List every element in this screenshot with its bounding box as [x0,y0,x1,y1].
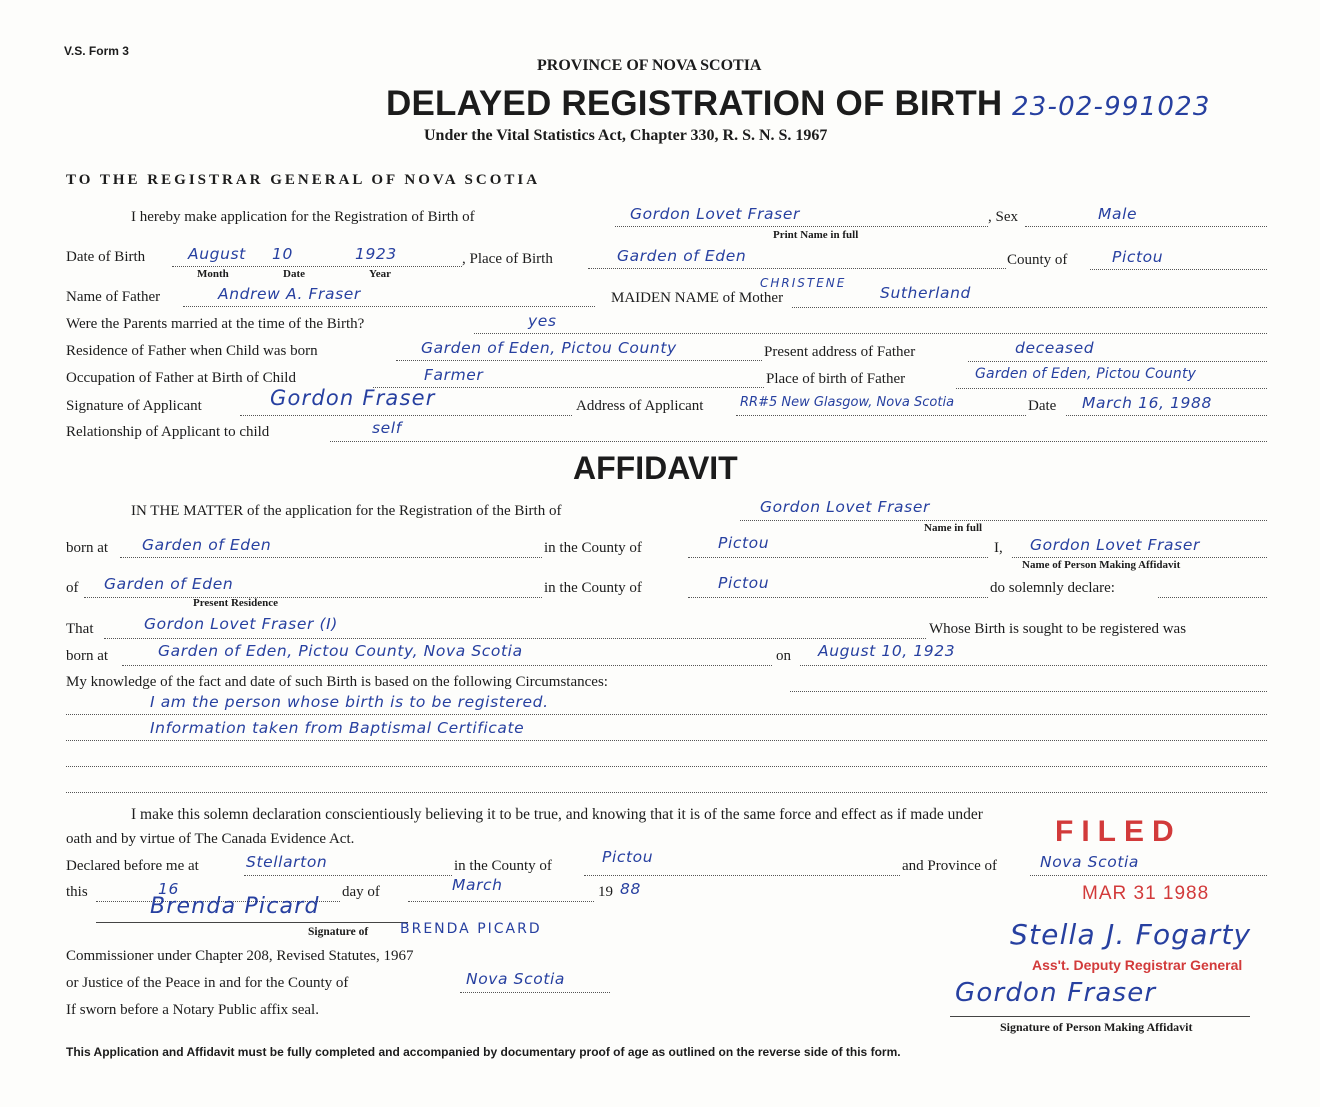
father-label: Name of Father [66,289,161,305]
dob-hint-month: Month [197,268,229,280]
registrar-title-stamp: Ass't. Deputy Registrar General [1032,957,1243,973]
notary-label: If sworn before a Notary Public affix seal. [66,1002,319,1018]
address-value: RR#5 New Glasgow, Nova Scotia [740,395,955,410]
present-address-label: Present address of Father [764,344,916,360]
province-line [1030,875,1267,876]
day-value: 16 [158,880,179,898]
date-line [1066,415,1267,416]
occupation-label: Occupation of Father at Birth of Child [66,370,296,386]
declarant-signature-line [950,1016,1250,1017]
declarant-line [1012,557,1267,558]
declared-label: Declared before me at [66,858,199,874]
filed-date-stamp: MAR 31 1988 [1082,883,1210,904]
registrar-signature: Stella J. Fogarty [1010,918,1252,951]
father-birthplace-value: Garden of Eden, Pictou County [975,366,1197,382]
knowledge-label: My knowledge of the fact and date of such Birth is based on the following Circumstances: [66,674,608,690]
dob-month: August [188,245,246,263]
place-line [588,268,1006,269]
declarant-name-value: Gordon Lovet Fraser [1030,536,1200,554]
footer-note: This Application and Affidavit must be fully completed and accompanied by documentary proof of age as outlined on the reverse side of this form. [66,1045,901,1059]
signature-applicant-label: Signature of Applicant [66,398,202,414]
father-value: Andrew A. Fraser [218,285,361,303]
father-birthplace-label: Place of birth of Father [766,371,906,387]
justice-label: or Justice of the Peace in and for the County of [66,975,349,991]
commissioner-printed-name: BRENDA PICARD [400,921,542,937]
commissioner-line: Commissioner under Chapter 208, Revised Statutes, 1967 [66,948,414,964]
county-line [1090,269,1267,270]
address-line [736,415,1026,416]
county-value: Pictou [1112,248,1164,266]
residence-line [396,360,762,361]
year-value: 88 [620,880,641,898]
father-line [183,306,595,307]
present-residence-hint: Present Residence [193,597,279,609]
matter-name-value: Gordon Lovet Fraser [760,498,930,516]
dob-line [172,266,462,267]
that-value: Gordon Lovet Fraser (I) [144,615,338,633]
applicant-signature: Gordon Fraser [270,386,436,410]
of-line [84,597,542,598]
circumstance-line-4 [66,792,1267,793]
name-in-full-hint: Name in full [924,522,983,534]
declared-value: Stellarton [246,853,328,871]
mother-last-name: Sutherland [880,284,971,302]
married-line [474,333,1267,334]
born-at-label: born at [66,540,109,556]
date-label: Date [1028,398,1057,414]
declarant-hint: Name of Person Making Affidavit [1022,559,1181,571]
married-value: yes [528,312,557,330]
affidavit-county-value: Pictou [718,534,770,552]
dob-year: 1923 [355,245,397,263]
month-value: March [452,876,503,894]
on-label: on [776,648,791,664]
filed-stamp: FILED [1055,815,1182,848]
month-line [408,901,594,902]
commissioner-signature-line [96,922,408,923]
born-at2-line [122,665,772,666]
occupation-value: Farmer [424,366,484,384]
circumstance-line-1 [66,714,1267,715]
residence-value: Garden of Eden, Pictou County [421,339,677,357]
registration-number: 23-02-991023 [1012,92,1211,122]
commissioner-signature: Brenda Picard [150,894,320,919]
print-name-hint: Print Name in full [773,229,859,241]
matter-line [740,520,1267,521]
signature-line [240,415,572,416]
declare-label: do solemnly declare: [990,580,1115,596]
name-line [615,226,988,227]
sex-label: , Sex [988,209,1018,225]
that-label: That [66,621,94,637]
declarant-signature-label: Signature of Person Making Affidavit [1000,1020,1193,1034]
affidavit-county-label: in the County of [544,540,642,556]
affidavit-county2-value: Pictou [718,574,770,592]
knowledge-line [790,691,1267,692]
declare-line [1158,597,1267,598]
present-address-line [968,361,1267,362]
dob-label: Date of Birth [66,249,146,265]
relationship-value: self [372,419,402,437]
county-label: County of [1007,252,1068,268]
matter-label: IN THE MATTER of the application for the Registration of the Birth of [131,503,562,519]
relationship-label: Relationship of Applicant to child [66,424,270,440]
place-of-birth-label: , Place of Birth [462,251,553,267]
declared-county-label: in the County of [454,858,552,874]
page-title: DELAYED REGISTRATION OF BIRTH [386,84,1003,123]
justice-value: Nova Scotia [466,970,566,988]
day-of-label: day of [342,884,380,900]
on-value: August 10, 1923 [818,642,956,660]
justice-line [460,992,610,993]
province-value: Nova Scotia [1040,853,1140,871]
mother-line [792,307,1267,308]
affidavit-county2-label: in the County of [544,580,642,596]
circumstance-1: I am the person whose birth is to be registered. [150,693,549,711]
place-of-birth-value: Garden of Eden [617,247,747,265]
residence-label: Residence of Father when Child was born [66,343,318,359]
date-value: March 16, 1988 [1082,394,1212,412]
dob-hint-date: Date [283,268,305,280]
maiden-name-label: MAIDEN NAME of Mother [611,290,784,306]
to-line: TO THE REGISTRAR GENERAL OF NOVA SCOTIA [66,172,541,188]
mother-first-name: CHRISTENE [760,276,847,290]
father-birthplace-line [956,388,1267,389]
declaration-text-2: oath and by virtue of The Canada Evidence Act. [66,831,355,847]
married-label: Were the Parents married at the time of the Birth? [66,316,365,332]
address-label: Address of Applicant [576,398,704,414]
relationship-line [330,441,1267,442]
sex-line [1025,226,1267,227]
act-line: Under the Vital Statistics Act, Chapter 330, R. S. N. S. 1967 [424,127,828,144]
declarant-signature: Gordon Fraser [955,978,1157,1008]
whose-birth-label: Whose Birth is sought to be registered was [929,621,1187,637]
born-at2-value: Garden of Eden, Pictou County, Nova Scotia [158,642,523,660]
applicant-name-value: Gordon Lovet Fraser [630,205,800,223]
province-label: and Province of [902,858,997,874]
circumstance-line-3 [66,766,1267,767]
year-prefix: 19 [598,884,613,900]
declared-line [244,875,452,876]
declared-county-line [584,875,900,876]
affidavit-county-line [688,557,988,558]
this-label: this [66,884,88,900]
of-label: of [66,580,79,596]
circumstance-line-2 [66,740,1267,741]
form-number: V.S. Form 3 [64,44,129,58]
application-intro-label: I hereby make application for the Registration of Birth of [131,209,475,225]
affidavit-county2-line [688,597,988,598]
of-value: Garden of Eden [104,575,234,593]
dob-date: 10 [272,245,293,263]
sex-value: Male [1098,205,1138,223]
born-at2-label: born at [66,648,109,664]
declared-county-value: Pictou [602,848,654,866]
present-address-value: deceased [1015,339,1095,357]
province-heading: PROVINCE OF NOVA SCOTIA [537,57,762,74]
i-label: I, [994,540,1003,556]
on-line [800,665,1267,666]
affidavit-heading: AFFIDAVIT [573,450,738,486]
declaration-text-1: I make this solemn declaration conscientiously believing it to be true, and knowing that it is of the same force and effect as if made under [131,806,983,823]
circumstance-2: Information taken from Baptismal Certificate [150,719,525,737]
dob-hint-year: Year [369,268,391,280]
born-at-value: Garden of Eden [142,536,272,554]
signature-of-label: Signature of [308,926,369,938]
born-at-line [120,557,542,558]
that-line [104,638,926,639]
